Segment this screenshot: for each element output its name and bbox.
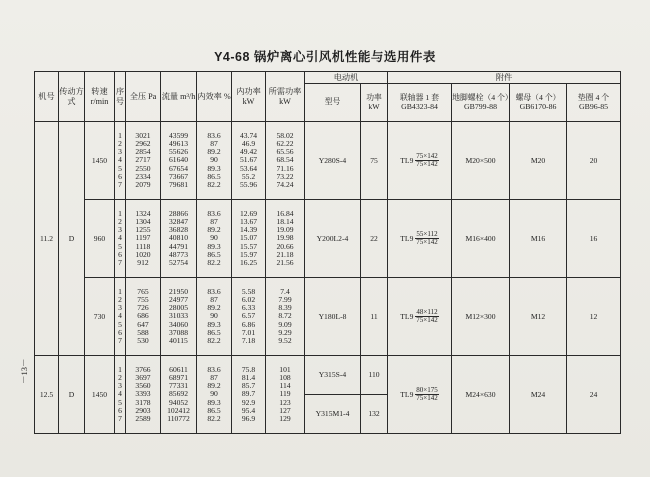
list-item: 3560 (135, 381, 151, 391)
cell-washer: 12 (567, 278, 621, 356)
list-item: 89.2 (207, 147, 221, 157)
list-item: 89.2 (207, 303, 221, 313)
list-item: 686 (137, 311, 149, 321)
cell-motor-model: Y280S-4 (305, 122, 361, 200)
coupling-type: TL9 (400, 233, 414, 243)
list-item: 2 (118, 217, 122, 227)
list-item: 5 (118, 241, 122, 251)
list-item: 6.86 (241, 319, 256, 329)
list-item: 79681 (169, 179, 188, 189)
list-item: 67654 (169, 163, 188, 173)
value-list (232, 288, 265, 345)
list-item: 21.18 (276, 249, 294, 259)
value-list (115, 366, 125, 423)
value-list (266, 132, 304, 189)
list-item: 90 (210, 311, 218, 321)
list-item: 89.2 (207, 225, 221, 235)
list-item: 24977 (169, 295, 188, 305)
list-item: 7 (118, 257, 122, 267)
cell-coupling (388, 122, 452, 200)
cell-flow-list (161, 122, 197, 200)
list-item: 5.58 (241, 287, 256, 297)
list-item: 87 (210, 373, 218, 383)
list-item: 1304 (135, 217, 151, 227)
list-item: 6 (118, 249, 122, 259)
list-item: 3393 (135, 389, 151, 399)
list-item: 6.33 (241, 303, 256, 313)
list-item: 34060 (169, 319, 188, 329)
header-motor-power: 功率 kW (361, 84, 388, 122)
list-item: 89.3 (207, 397, 221, 407)
coupling-numerator: 55×112 (416, 229, 438, 238)
value-list (161, 288, 196, 345)
list-item: 13.67 (239, 217, 258, 227)
list-item: 83.6 (207, 209, 221, 219)
value-list (266, 366, 304, 423)
list-item: 2550 (135, 163, 151, 173)
coupling-type: TL9 (400, 389, 414, 399)
coupling-numerator: 75×142 (416, 151, 438, 160)
cell-pressure-list (126, 122, 161, 200)
list-item: 19.09 (276, 225, 294, 235)
list-item: 3 (118, 147, 122, 157)
cell-efficiency-list (197, 356, 232, 434)
value-list (232, 132, 265, 189)
list-item: 6 (118, 405, 122, 415)
list-item: 36828 (169, 225, 188, 235)
list-item: 9.29 (278, 327, 292, 337)
list-item: 1118 (135, 241, 151, 251)
list-item: 87 (210, 139, 218, 149)
cell-motor-model: Y315M1-4 (305, 395, 361, 434)
cell-internal-power-list (232, 122, 266, 200)
list-item: 53.64 (239, 163, 258, 173)
cell-motor-power: 11 (361, 278, 388, 356)
header-flow: 流量 m³/h (161, 72, 197, 122)
list-item: 7.99 (278, 295, 292, 305)
list-item: 58.02 (276, 131, 294, 141)
list-item: 7 (118, 179, 122, 189)
header-pressure: 全压 Pa (126, 72, 161, 122)
list-item: 86.5 (207, 405, 221, 415)
header-fan-no: 机号 (35, 72, 59, 122)
cell-washer: 24 (567, 356, 621, 434)
list-item: 89.7 (241, 389, 256, 399)
list-item: 7.18 (241, 335, 256, 345)
list-item: 127 (279, 405, 291, 415)
value-list (232, 366, 265, 423)
list-item: 46.9 (241, 139, 256, 149)
cell-nut: M24 (510, 356, 567, 434)
table-row (35, 122, 621, 200)
list-item: 85.7 (241, 381, 256, 391)
cell-seq-list (115, 200, 126, 278)
cell-motor-model: Y315S-4 (305, 356, 361, 395)
list-item: 1 (118, 131, 122, 141)
list-item: 3021 (135, 131, 151, 141)
list-item: 2 (118, 139, 122, 149)
list-item: 1020 (135, 249, 151, 259)
list-item: 1 (118, 365, 122, 375)
list-item: 87 (210, 295, 218, 305)
list-item: 7.4 (280, 287, 290, 297)
coupling-fraction (415, 153, 438, 169)
list-item: 765 (137, 287, 149, 297)
cell-anchor-bolt: M16×400 (452, 200, 510, 278)
value-list (161, 132, 196, 189)
list-item: 9.09 (278, 319, 292, 329)
cell-coupling (388, 278, 452, 356)
cell-anchor-bolt: M12×300 (452, 278, 510, 356)
list-item: 19.98 (276, 233, 294, 243)
cell-anchor-bolt: M20×500 (452, 122, 510, 200)
list-item: 89.3 (207, 319, 221, 329)
header-speed: 转速 r/min (85, 72, 115, 122)
list-item: 90 (210, 389, 218, 399)
header-required-power: 所需功率 kW (266, 72, 305, 122)
coupling-denominator: 75×142 (416, 160, 438, 168)
header-internal-power: 内功率 kW (232, 72, 266, 122)
list-item: 49613 (169, 139, 188, 149)
cell-speed: 960 (85, 200, 115, 278)
list-item: 89.2 (207, 381, 221, 391)
cell-pressure-list (126, 356, 161, 434)
list-item: 6 (118, 171, 122, 181)
list-item: 86.5 (207, 327, 221, 337)
list-item: 123 (279, 397, 291, 407)
cell-seq-list (115, 278, 126, 356)
list-item: 82.2 (207, 413, 221, 423)
list-item: 40115 (169, 335, 188, 345)
list-item: 12.69 (239, 209, 258, 219)
list-item: 2717 (135, 155, 151, 165)
list-item: 21950 (169, 287, 188, 297)
value-list (161, 366, 196, 423)
cell-internal-power-list (232, 356, 266, 434)
list-item: 44791 (169, 241, 188, 251)
list-item: 726 (137, 303, 149, 313)
list-item: 68.54 (276, 155, 294, 165)
header-efficiency: 内效率 % (197, 72, 232, 122)
list-item: 18.14 (276, 217, 294, 227)
cell-fan-no: 11.2 (35, 122, 59, 356)
cell-efficiency-list (197, 122, 232, 200)
list-item: 15.97 (239, 249, 258, 259)
list-item: 2903 (135, 405, 151, 415)
coupling-fraction (415, 387, 438, 403)
list-item: 52754 (169, 257, 188, 267)
cell-required-power-list (266, 122, 305, 200)
list-item: 4 (118, 389, 122, 399)
cell-speed: 1450 (85, 122, 115, 200)
coupling-fraction (415, 231, 438, 247)
list-item: 3766 (135, 365, 151, 375)
list-item: 3697 (135, 373, 151, 383)
list-item: 65.56 (276, 147, 294, 157)
list-item: 82.2 (207, 335, 221, 345)
list-item: 3 (118, 303, 122, 313)
value-list (266, 288, 304, 345)
list-item: 4 (118, 233, 122, 243)
list-item: 3178 (135, 397, 151, 407)
coupling-type: TL9 (400, 155, 414, 165)
cell-speed: 730 (85, 278, 115, 356)
cell-internal-power-list (232, 200, 266, 278)
list-item: 102412 (167, 405, 190, 415)
list-item: 92.9 (241, 397, 256, 407)
list-item: 55626 (169, 147, 188, 157)
list-item: 75.8 (241, 365, 256, 375)
list-item: 68971 (169, 373, 188, 383)
list-item: 81.4 (241, 373, 256, 383)
list-item: 14.39 (239, 225, 258, 235)
coupling-denominator: 75×142 (416, 238, 438, 246)
value-list (115, 288, 125, 345)
list-item: 77331 (169, 381, 188, 391)
page-number: －13－ (19, 358, 29, 384)
list-item: 94052 (169, 397, 188, 407)
header-coupling: 联轴器 1 套 GB4323-84 (388, 84, 452, 122)
list-item: 4 (118, 311, 122, 321)
list-item: 28005 (169, 303, 188, 313)
cell-internal-power-list (232, 278, 266, 356)
cell-motor-model: Y180L-8 (305, 278, 361, 356)
value-list (197, 132, 231, 189)
list-item: 7 (118, 335, 122, 345)
list-item: 55.2 (241, 171, 256, 181)
value-list (126, 288, 160, 345)
coupling-denominator: 75×142 (416, 394, 438, 402)
list-item: 21.56 (276, 257, 294, 267)
list-item: 6 (118, 327, 122, 337)
value-list (232, 210, 265, 267)
coupling-fraction (415, 309, 438, 325)
list-item: 83.6 (207, 365, 221, 375)
list-item: 62.22 (276, 139, 294, 149)
list-item: 40810 (169, 233, 188, 243)
cell-required-power-list (266, 278, 305, 356)
list-item: 2589 (135, 413, 151, 423)
value-list (197, 288, 231, 345)
list-item: 20.66 (276, 241, 294, 251)
list-item: 8.39 (278, 303, 292, 313)
list-item: 96.9 (241, 413, 256, 423)
cell-pressure-list (126, 200, 161, 278)
list-item: 89.3 (207, 241, 221, 251)
list-item: 110772 (167, 413, 190, 423)
list-item: 5 (118, 397, 122, 407)
value-list (126, 132, 160, 189)
table-row (35, 200, 621, 278)
list-item: 48773 (169, 249, 188, 259)
cell-seq-list (115, 356, 126, 434)
list-item: 7.01 (241, 327, 256, 337)
cell-fan-no: 12.5 (35, 356, 59, 434)
header-motor-model: 型号 (305, 84, 361, 122)
cell-seq-list (115, 122, 126, 200)
list-item: 28866 (169, 209, 188, 219)
cell-efficiency-list (197, 200, 232, 278)
value-list (161, 210, 196, 267)
list-item: 2 (118, 373, 122, 383)
list-item: 119 (279, 389, 291, 399)
list-item: 2 (118, 295, 122, 305)
coupling-type: TL9 (400, 311, 414, 321)
cell-flow-list (161, 200, 197, 278)
list-item: 16.84 (276, 209, 294, 219)
value-list (126, 366, 160, 423)
list-item: 55.96 (239, 179, 258, 189)
list-item: 82.2 (207, 257, 221, 267)
cell-coupling (388, 200, 452, 278)
list-item: 129 (279, 413, 291, 423)
list-item: 2962 (135, 139, 151, 149)
list-item: 3 (118, 381, 122, 391)
list-item: 86.5 (207, 171, 221, 181)
cell-required-power-list (266, 200, 305, 278)
list-item: 1324 (135, 209, 151, 219)
list-item: 1 (118, 287, 122, 297)
list-item: 2854 (135, 147, 151, 157)
list-item: 912 (137, 257, 149, 267)
cell-motor-power: 22 (361, 200, 388, 278)
cell-motor-model: Y200L2-4 (305, 200, 361, 278)
cell-flow-list (161, 356, 197, 434)
list-item: 43599 (169, 131, 188, 141)
list-item: 3 (118, 225, 122, 235)
list-item: 5 (118, 163, 122, 173)
value-list (197, 210, 231, 267)
header-anchor-bolt: 地脚螺栓（4 个）GB799-88 (452, 84, 510, 122)
header-row-1 (35, 72, 621, 84)
list-item: 4 (118, 155, 122, 165)
cell-pressure-list (126, 278, 161, 356)
header-nut: 螺母（4 个）GB6170-86 (510, 84, 567, 122)
list-item: 60611 (169, 365, 188, 375)
list-item: 1 (118, 209, 122, 219)
list-item: 89.3 (207, 163, 221, 173)
list-item: 71.16 (276, 163, 294, 173)
fan-performance-table (34, 71, 621, 434)
cell-motor-power: 132 (361, 395, 388, 434)
list-item: 37088 (169, 327, 188, 337)
cell-anchor-bolt: M24×630 (452, 356, 510, 434)
cell-motor-power: 75 (361, 122, 388, 200)
list-item: 83.6 (207, 287, 221, 297)
cell-drive: D (59, 356, 85, 434)
coupling-denominator: 75×142 (416, 316, 438, 324)
list-item: 83.6 (207, 131, 221, 141)
list-item: 31033 (169, 311, 188, 321)
list-item: 86.5 (207, 249, 221, 259)
document-title: Y4-68 锅炉离心引风机性能与选用件表 (214, 50, 436, 64)
header-seq: 序号 (115, 72, 126, 122)
list-item: 101 (279, 365, 291, 375)
cell-efficiency-list (197, 278, 232, 356)
list-item: 90 (210, 233, 218, 243)
cell-speed: 1450 (85, 356, 115, 434)
list-item: 85692 (169, 389, 188, 399)
list-item: 73667 (169, 171, 188, 181)
list-item: 5 (118, 319, 122, 329)
list-item: 61640 (169, 155, 188, 165)
list-item: 9.52 (278, 335, 292, 345)
list-item: 51.67 (239, 155, 258, 165)
value-list (266, 210, 304, 267)
cell-drive: D (59, 122, 85, 356)
value-list (126, 210, 160, 267)
list-item: 15.57 (239, 241, 258, 251)
list-item: 2079 (135, 179, 151, 189)
list-item: 8.72 (278, 311, 292, 321)
list-item: 6.57 (241, 311, 256, 321)
cell-motor-power: 110 (361, 356, 388, 395)
cell-nut: M20 (510, 122, 567, 200)
list-item: 588 (137, 327, 149, 337)
value-list (197, 366, 231, 423)
list-item: 15.07 (239, 233, 258, 243)
cell-nut: M16 (510, 200, 567, 278)
list-item: 108 (279, 373, 291, 383)
list-item: 1255 (135, 225, 151, 235)
cell-coupling (388, 356, 452, 434)
list-item: 114 (279, 381, 291, 391)
list-item: 647 (137, 319, 149, 329)
cell-washer: 20 (567, 122, 621, 200)
value-list (115, 210, 125, 267)
list-item: 90 (210, 155, 218, 165)
list-item: 74.24 (276, 179, 294, 189)
list-item: 87 (210, 217, 218, 227)
cell-washer: 16 (567, 200, 621, 278)
list-item: 755 (137, 295, 149, 305)
list-item: 95.4 (241, 405, 256, 415)
table-row (35, 356, 621, 395)
header-motor: 电动机 (305, 72, 388, 84)
header-accessories: 附件 (388, 72, 621, 84)
list-item: 73.22 (276, 171, 294, 181)
coupling-numerator: 80×175 (416, 385, 438, 394)
list-item: 16.25 (239, 257, 258, 267)
list-item: 32847 (169, 217, 188, 227)
list-item: 530 (137, 335, 149, 345)
header-washer: 垫圈 4 个 GB96-85 (567, 84, 621, 122)
list-item: 2334 (135, 171, 151, 181)
list-item: 6.02 (241, 295, 256, 305)
table-row (35, 278, 621, 356)
list-item: 1197 (135, 233, 151, 243)
list-item: 7 (118, 413, 122, 423)
list-item: 43.74 (239, 131, 258, 141)
header-drive: 传动方式 (59, 72, 85, 122)
list-item: 49.42 (239, 147, 258, 157)
value-list (115, 132, 125, 189)
coupling-numerator: 48×112 (416, 307, 438, 316)
cell-nut: M12 (510, 278, 567, 356)
list-item: 82.2 (207, 179, 221, 189)
cell-required-power-list (266, 356, 305, 434)
cell-flow-list (161, 278, 197, 356)
